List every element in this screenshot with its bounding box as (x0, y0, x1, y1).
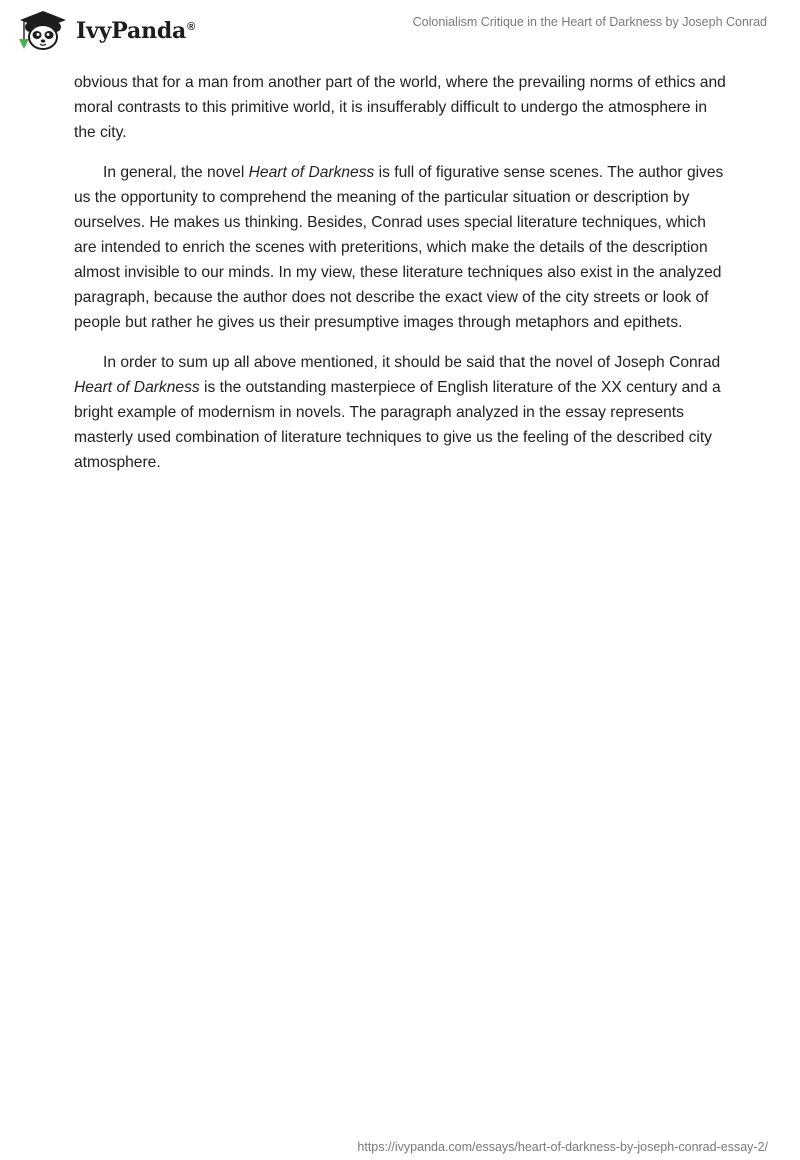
paragraph-1: obvious that for a man from another part of the world, where the prevailing norms of ethics and moral contrasts to this primitive world, it is insufferably difficult to undergo the atmosphere in the city. (74, 74, 726, 141)
paragraph-3 (74, 350, 726, 475)
book-title-italic: Heart of Darkness (74, 379, 200, 396)
paragraph-2-rest: is full of figurative sense scenes. The author gives us the opportunity to comprehend the meaning of the particular situation or description by ourselves. He makes us thinking. Besides, Conrad uses special literature techniques, which are intended to enrich the scenes with preteritions, which make the details of the description almost invisible to our minds. In my view, these literature techniques also exist in the analyzed paragraph, because the author does not describe the exact view of the city streets or look of people but rather he gives us their presumptive images through metaphors and epithets. (74, 164, 724, 331)
book-title-italic: Heart of Darkness (248, 164, 375, 181)
document-title: Colonialism Critique in the Heart of Darkness by Joseph Conrad (412, 15, 767, 29)
brand-name: IvyPanda® (76, 18, 196, 44)
page-header (0, 0, 800, 60)
paragraph-2-lead: In general, the novel (103, 164, 249, 181)
essay-body (74, 70, 726, 490)
panda-graduation-cap-icon (14, 8, 72, 52)
paragraph-3-rest: is the outstanding masterpiece of English literature of the XX century and a bright example of modernism in novels. The paragraph analyzed in the essay represents masterly used combination of literature techniques to give us the feeling of the described city atmosphere. (74, 379, 721, 471)
paragraph-2 (74, 160, 726, 335)
ivypanda-logo[interactable] (14, 8, 195, 52)
registered-mark: ® (187, 20, 196, 33)
paragraph-3-lead: In order to sum up all above mentioned, it should be said that the novel of Joseph Conrad (103, 354, 721, 371)
source-url[interactable]: https://ivypanda.com/essays/heart-of-darkness-by-joseph-conrad-essay-2/ (357, 1140, 768, 1154)
